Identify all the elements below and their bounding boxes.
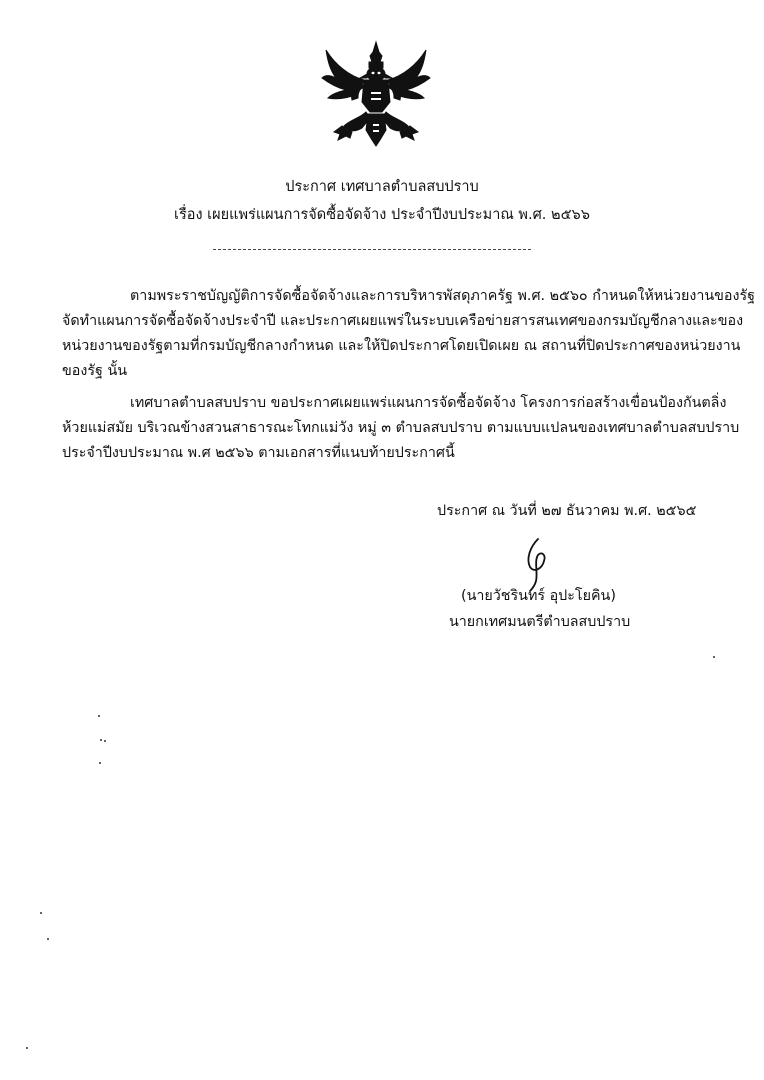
scan-speck (26, 1047, 28, 1049)
signatory-position: นายกเทศมนตรีตำบลสบปราบ (449, 614, 631, 630)
divider-line (213, 249, 531, 250)
scan-speck (47, 938, 49, 940)
paragraph-2-line-2: ห้วยแม่สมัย บริเวณข้างสวนสาธารณะโทกแม่วัง หมู่ ๓ ตำบลสบปราบ ตามแบบแปลนของเทศบาลตำบลสบปราบ (62, 420, 740, 436)
garuda-emblem-icon (320, 40, 432, 148)
scan-speck (104, 740, 106, 742)
announcement-subject: เรื่อง เผยแพร่แผนการจัดซื้อจัดจ้าง ประจำปีงบประมาณ พ.ศ. ๒๕๖๖ (174, 207, 590, 223)
scan-speck (40, 912, 42, 914)
announcement-title: ประกาศ เทศบาลตำบลสบปราบ (285, 179, 479, 195)
paragraph-2-line-3: ประจำปีงบประมาณ พ.ศ ๒๕๖๖ ตามเอกสารที่แนบท้ายประกาศนี้ (62, 445, 455, 461)
paragraph-2-line-1: เทศบาลตำบลสบปราบ ขอประกาศเผยแพร่แผนการจัดซื้อจัดจ้าง โครงการก่อสร้างเขื่อนป้องกันตลิ่ง (130, 395, 727, 411)
paragraph-1-line-4: ของรัฐ นั้น (62, 363, 127, 379)
paragraph-1-line-1: ตามพระราชบัญญัติการจัดซื้อจัดจ้างและการบริหารพัสดุภาครัฐ พ.ศ. ๒๕๖๐ กำหนดให้หน่วยงานของรัฐ (130, 288, 756, 304)
paragraph-1-line-2: จัดทำแผนการจัดซื้อจัดจ้างประจำปี และประกาศเผยแพร่ในระบบเครือข่ายสารสนเทศของกรมบัญชีกลางและของ (62, 313, 744, 329)
announcement-date: ประกาศ ณ วันที่ ๒๗ ธันวาคม พ.ศ. ๒๕๖๕ (437, 503, 697, 519)
scan-speck (713, 656, 715, 658)
scan-speck (99, 762, 101, 764)
paragraph-1-line-3: หน่วยงานของรัฐตามที่กรมบัญชีกลางกำหนด และให้ปิดประกาศโดยเปิดเผย ณ สถานที่ปิดประกาศของหน่วยงาน (62, 338, 741, 354)
scan-speck (100, 739, 102, 741)
handwritten-signature-icon (508, 533, 568, 593)
signatory-name: (นายวัชรินทร์ อุปะโยคิน) (461, 588, 616, 604)
scan-speck (98, 715, 100, 717)
